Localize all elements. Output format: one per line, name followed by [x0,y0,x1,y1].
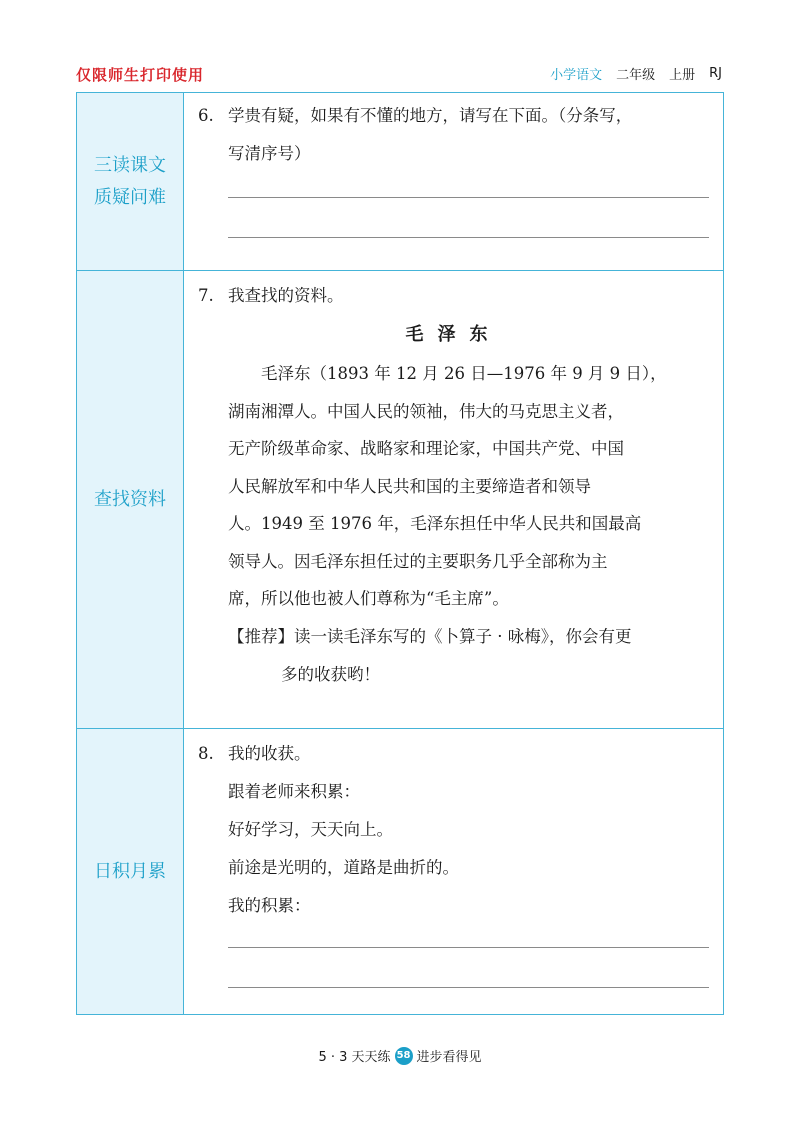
section-questioning [77,93,723,270]
accumulation-line: 跟着老师来积累： [228,782,360,801]
section-label [77,729,184,1014]
volume-label: 上册 [669,68,696,83]
section-label-line: 三读课文 [94,154,166,176]
section-content [184,271,723,728]
question-8 [198,735,709,773]
book-info [550,64,722,83]
question-number: 8. [198,744,214,763]
page-number: 58 [395,1047,413,1065]
question-6 [198,97,709,135]
subject-label: 小学语文 [550,68,603,83]
question-text: 学贵有疑，如果有不懂的地方，请写在下面。（分条写， [228,106,633,125]
worksheet-table [76,93,724,1015]
accumulation-line: 前途是光明的，道路是曲折的。 [228,858,459,877]
article-body [198,355,709,618]
article-line: 人。1949 至 1976 年，毛泽东担任中华人民共和国最高 [228,514,642,533]
question-number: 6. [198,106,214,125]
question-text: 我查找的资料。 [228,286,344,305]
recommendation-line: 【推荐】读一读毛泽东写的《卜算子 · 咏梅》，你会有更 [228,626,632,646]
article-line: 人民解放军和中华人民共和国的主要缔造者和领导 [228,476,591,496]
page-footer [0,1046,800,1065]
question-text-cont: 写清序号） [228,144,311,163]
accumulation-line: 我的积累： [228,896,311,915]
article-line: 毛泽东（1893 年 12 月 26 日—1976 年 9 月 9 日）， [261,364,667,383]
question-number: 7. [198,286,214,305]
article-line: 无产阶级革命家、战略家和理论家，中国共产党、中国 [228,439,624,458]
section-label-line: 查找资料 [94,488,166,510]
section-content [184,93,723,270]
section-label [77,271,184,728]
footer-brand: 5 · 3 天天练 [318,1050,391,1065]
section-content [184,729,723,1014]
section-label-line: 日积月累 [94,860,166,882]
article-line: 领导人。因毛泽东担任过的主要职务几乎全部称为主 [228,551,608,571]
question-7 [198,277,709,315]
answer-line[interactable] [228,237,709,238]
answer-line[interactable] [228,987,709,988]
section-label-line: 质疑问难 [94,186,166,208]
section-label [77,93,184,270]
question-text: 我的收获。 [228,744,311,763]
recommendation [198,618,709,694]
article-line: 席，所以他也被人们尊称为“毛主席”。 [228,589,509,608]
footer-slogan: 进步看得见 [416,1050,482,1065]
grade-label: 二年级 [616,68,656,83]
print-notice: 仅限师生打印使用 [76,66,205,84]
article-line: 湖南湘潭人。中国人民的领袖，伟大的马克思主义者， [228,401,624,421]
section-accumulation [77,728,723,1014]
accumulation-line: 好好学习，天天向上。 [228,820,393,839]
recommendation-line: 多的收获哟！ [281,664,380,684]
edition-label: RJ [709,66,722,81]
article-title: 毛泽东 [405,324,502,345]
section-research [77,270,723,728]
